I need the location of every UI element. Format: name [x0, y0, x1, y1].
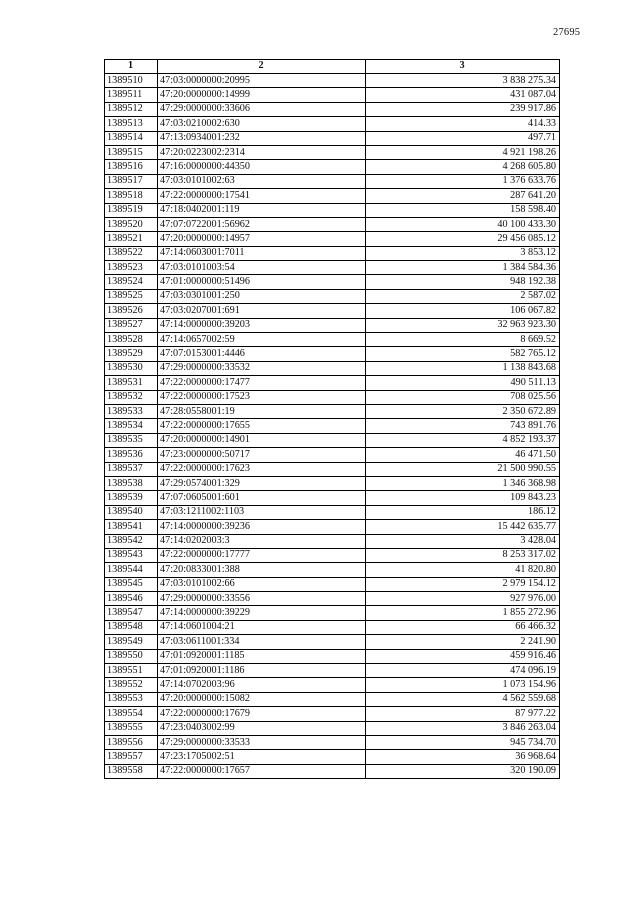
cadastral-number-cell: 47:20:0000000:14957 — [158, 232, 366, 246]
table-row — [105, 534, 560, 548]
value-cell: 708 025.56 — [366, 390, 560, 404]
row-number-cell: 1389547 — [105, 606, 158, 620]
table-row — [105, 145, 560, 159]
cadastral-number-cell: 47:14:0702003:96 — [158, 678, 366, 692]
cadastral-number-cell: 47:03:0207001:691 — [158, 304, 366, 318]
table-row — [105, 232, 560, 246]
cadastral-number-cell: 47:14:0202003:3 — [158, 534, 366, 548]
value-cell: 36 968.64 — [366, 750, 560, 764]
value-cell: 2 350 672.89 — [366, 404, 560, 418]
value-cell: 186.12 — [366, 505, 560, 519]
cadastral-number-cell: 47:14:0603001:7011 — [158, 246, 366, 260]
value-cell: 497.71 — [366, 131, 560, 145]
row-number-cell: 1389531 — [105, 376, 158, 390]
table-row — [105, 275, 560, 289]
cadastral-number-cell: 47:18:0402001:119 — [158, 203, 366, 217]
value-cell: 15 442 635.77 — [366, 520, 560, 534]
table-row — [105, 217, 560, 231]
table-row — [105, 318, 560, 332]
cadastral-number-cell: 47:01:0000000:51496 — [158, 275, 366, 289]
cadastral-number-cell: 47:23:0000000:50717 — [158, 448, 366, 462]
cadastral-number-cell: 47:28:0558001:19 — [158, 404, 366, 418]
table-row — [105, 649, 560, 663]
table-row — [105, 577, 560, 591]
row-number-cell: 1389558 — [105, 764, 158, 778]
cadastral-number-cell: 47:22:0000000:17477 — [158, 376, 366, 390]
cadastral-number-cell: 47:22:0000000:17541 — [158, 189, 366, 203]
value-cell: 474 096.19 — [366, 664, 560, 678]
row-number-cell: 1389517 — [105, 174, 158, 188]
value-cell: 582 765.12 — [366, 347, 560, 361]
cadastral-number-cell: 47:07:0153001:4446 — [158, 347, 366, 361]
cadastral-number-cell: 47:07:0605001:601 — [158, 491, 366, 505]
table-row — [105, 102, 560, 116]
row-number-cell: 1389555 — [105, 721, 158, 735]
row-number-cell: 1389554 — [105, 707, 158, 721]
cadastral-number-cell: 47:03:0101002:63 — [158, 174, 366, 188]
value-cell: 106 067.82 — [366, 304, 560, 318]
cadastral-number-cell: 47:20:0223002:2314 — [158, 145, 366, 159]
table-row — [105, 361, 560, 375]
row-number-cell: 1389524 — [105, 275, 158, 289]
table-row — [105, 735, 560, 749]
table-row — [105, 664, 560, 678]
column-header-2: 2 — [158, 60, 366, 74]
value-cell: 8 253 317.02 — [366, 548, 560, 562]
row-number-cell: 1389540 — [105, 505, 158, 519]
table-row — [105, 548, 560, 562]
value-cell: 1 376 633.76 — [366, 174, 560, 188]
page-number: 27695 — [553, 27, 581, 38]
row-number-cell: 1389513 — [105, 117, 158, 131]
table-row — [105, 131, 560, 145]
row-number-cell: 1389556 — [105, 735, 158, 749]
value-cell: 945 734.70 — [366, 735, 560, 749]
row-number-cell: 1389521 — [105, 232, 158, 246]
value-cell: 320 190.09 — [366, 764, 560, 778]
row-number-cell: 1389512 — [105, 102, 158, 116]
table-row — [105, 476, 560, 490]
value-cell: 109 843.23 — [366, 491, 560, 505]
row-number-cell: 1389510 — [105, 74, 158, 88]
table-row — [105, 448, 560, 462]
table-row — [105, 692, 560, 706]
column-header-1: 1 — [105, 60, 158, 74]
cadastral-number-cell: 47:20:0833001:388 — [158, 563, 366, 577]
value-cell: 21 500 990.55 — [366, 462, 560, 476]
cadastral-number-cell: 47:01:0920001:1186 — [158, 664, 366, 678]
value-cell: 2 241.90 — [366, 635, 560, 649]
row-number-cell: 1389525 — [105, 289, 158, 303]
row-number-cell: 1389543 — [105, 548, 158, 562]
value-cell: 1 073 154.96 — [366, 678, 560, 692]
cadastral-number-cell: 47:14:0000000:39229 — [158, 606, 366, 620]
row-number-cell: 1389515 — [105, 145, 158, 159]
cadastral-number-cell: 47:20:0000000:15082 — [158, 692, 366, 706]
table-row — [105, 304, 560, 318]
cadastral-number-cell: 47:22:0000000:17623 — [158, 462, 366, 476]
cadastral-number-cell: 47:03:0611001:334 — [158, 635, 366, 649]
table-header-row — [105, 60, 560, 74]
value-cell: 431 087.04 — [366, 88, 560, 102]
table-row — [105, 347, 560, 361]
row-number-cell: 1389549 — [105, 635, 158, 649]
value-cell: 4 562 559.68 — [366, 692, 560, 706]
row-number-cell: 1389553 — [105, 692, 158, 706]
value-cell: 41 820.80 — [366, 563, 560, 577]
cadastral-number-cell: 47:03:0000000:20995 — [158, 74, 366, 88]
cadastral-number-cell: 47:29:0000000:33556 — [158, 592, 366, 606]
table-row — [105, 261, 560, 275]
row-number-cell: 1389514 — [105, 131, 158, 145]
row-number-cell: 1389519 — [105, 203, 158, 217]
cadastral-number-cell: 47:03:0101003:54 — [158, 261, 366, 275]
value-cell: 3 428.04 — [366, 534, 560, 548]
cadastral-number-cell: 47:22:0000000:17679 — [158, 707, 366, 721]
row-number-cell: 1389511 — [105, 88, 158, 102]
row-number-cell: 1389544 — [105, 563, 158, 577]
cadastral-number-cell: 47:03:0210002:630 — [158, 117, 366, 131]
row-number-cell: 1389532 — [105, 390, 158, 404]
cadastral-number-cell: 47:14:0601004:21 — [158, 620, 366, 634]
value-cell: 287 641.20 — [366, 189, 560, 203]
table-row — [105, 707, 560, 721]
value-cell: 1 384 584.36 — [366, 261, 560, 275]
value-cell: 1 855 272.96 — [366, 606, 560, 620]
cadastral-number-cell: 47:22:0000000:17657 — [158, 764, 366, 778]
value-cell: 4 921 198.26 — [366, 145, 560, 159]
cadastral-number-cell: 47:01:0920001:1185 — [158, 649, 366, 663]
table-row — [105, 74, 560, 88]
value-cell: 3 853.12 — [366, 246, 560, 260]
table-row — [105, 433, 560, 447]
value-cell: 948 192.38 — [366, 275, 560, 289]
value-cell: 8 669.52 — [366, 333, 560, 347]
row-number-cell: 1389557 — [105, 750, 158, 764]
row-number-cell: 1389542 — [105, 534, 158, 548]
value-cell: 29 456 085.12 — [366, 232, 560, 246]
value-cell: 4 268 605.80 — [366, 160, 560, 174]
row-number-cell: 1389539 — [105, 491, 158, 505]
row-number-cell: 1389537 — [105, 462, 158, 476]
row-number-cell: 1389528 — [105, 333, 158, 347]
value-cell: 32 963 923.30 — [366, 318, 560, 332]
row-number-cell: 1389548 — [105, 620, 158, 634]
cadastral-value-table — [104, 59, 560, 779]
row-number-cell: 1389529 — [105, 347, 158, 361]
cadastral-number-cell: 47:14:0657002:59 — [158, 333, 366, 347]
cadastral-number-cell: 47:22:0000000:17655 — [158, 419, 366, 433]
table-row — [105, 174, 560, 188]
value-cell: 1 138 843.68 — [366, 361, 560, 375]
table-row — [105, 246, 560, 260]
value-cell: 1 346 368.98 — [366, 476, 560, 490]
value-cell: 40 100 433.30 — [366, 217, 560, 231]
table-row — [105, 289, 560, 303]
table-row — [105, 721, 560, 735]
table-row — [105, 491, 560, 505]
value-cell: 87 977.22 — [366, 707, 560, 721]
table-row — [105, 620, 560, 634]
cadastral-number-cell: 47:16:0000000:44350 — [158, 160, 366, 174]
row-number-cell: 1389545 — [105, 577, 158, 591]
table-row — [105, 764, 560, 778]
table-row — [105, 88, 560, 102]
table-row — [105, 203, 560, 217]
cadastral-number-cell: 47:23:1705002:51 — [158, 750, 366, 764]
cadastral-number-cell: 47:29:0574001:329 — [158, 476, 366, 490]
cadastral-number-cell: 47:20:0000000:14901 — [158, 433, 366, 447]
cadastral-number-cell: 47:29:0000000:33533 — [158, 735, 366, 749]
cadastral-number-cell: 47:07:0722001:56962 — [158, 217, 366, 231]
row-number-cell: 1389533 — [105, 404, 158, 418]
cadastral-number-cell: 47:03:0101002:66 — [158, 577, 366, 591]
table-body — [105, 74, 560, 779]
table-row — [105, 592, 560, 606]
table-row — [105, 462, 560, 476]
row-number-cell: 1389541 — [105, 520, 158, 534]
value-cell: 414.33 — [366, 117, 560, 131]
cadastral-number-cell: 47:22:0000000:17523 — [158, 390, 366, 404]
row-number-cell: 1389552 — [105, 678, 158, 692]
value-cell: 459 916.46 — [366, 649, 560, 663]
table-row — [105, 563, 560, 577]
value-cell: 3 838 275.34 — [366, 74, 560, 88]
row-number-cell: 1389536 — [105, 448, 158, 462]
cadastral-number-cell: 47:14:0000000:39236 — [158, 520, 366, 534]
row-number-cell: 1389538 — [105, 476, 158, 490]
cadastral-number-cell: 47:22:0000000:17777 — [158, 548, 366, 562]
cadastral-number-cell: 47:03:0301001:250 — [158, 289, 366, 303]
table-row — [105, 160, 560, 174]
row-number-cell: 1389530 — [105, 361, 158, 375]
value-cell: 490 511.13 — [366, 376, 560, 390]
value-cell: 3 846 263.04 — [366, 721, 560, 735]
row-number-cell: 1389546 — [105, 592, 158, 606]
cadastral-number-cell: 47:13:0934001:232 — [158, 131, 366, 145]
table-row — [105, 117, 560, 131]
cadastral-number-cell: 47:29:0000000:33606 — [158, 102, 366, 116]
row-number-cell: 1389527 — [105, 318, 158, 332]
table-row — [105, 419, 560, 433]
row-number-cell: 1389516 — [105, 160, 158, 174]
value-cell: 4 852 193.37 — [366, 433, 560, 447]
cadastral-number-cell: 47:03:1211002:1103 — [158, 505, 366, 519]
table-row — [105, 750, 560, 764]
row-number-cell: 1389551 — [105, 664, 158, 678]
table-row — [105, 635, 560, 649]
table-row — [105, 606, 560, 620]
row-number-cell: 1389534 — [105, 419, 158, 433]
table-row — [105, 505, 560, 519]
table-row — [105, 390, 560, 404]
row-number-cell: 1389526 — [105, 304, 158, 318]
row-number-cell: 1389520 — [105, 217, 158, 231]
cadastral-number-cell: 47:23:0403002:99 — [158, 721, 366, 735]
cadastral-number-cell: 47:29:0000000:33532 — [158, 361, 366, 375]
cadastral-number-cell: 47:14:0000000:39203 — [158, 318, 366, 332]
table-row — [105, 189, 560, 203]
table-row — [105, 333, 560, 347]
value-cell: 46 471.50 — [366, 448, 560, 462]
row-number-cell: 1389523 — [105, 261, 158, 275]
table-row — [105, 520, 560, 534]
cadastral-number-cell: 47:20:0000000:14999 — [158, 88, 366, 102]
value-cell: 2 587.02 — [366, 289, 560, 303]
value-cell: 2 979 154.12 — [366, 577, 560, 591]
value-cell: 743 891.76 — [366, 419, 560, 433]
row-number-cell: 1389518 — [105, 189, 158, 203]
table-row — [105, 404, 560, 418]
table-row — [105, 678, 560, 692]
row-number-cell: 1389550 — [105, 649, 158, 663]
column-header-3: 3 — [366, 60, 560, 74]
row-number-cell: 1389522 — [105, 246, 158, 260]
table-row — [105, 376, 560, 390]
value-cell: 158 598.40 — [366, 203, 560, 217]
value-cell: 66 466.32 — [366, 620, 560, 634]
value-cell: 239 917.86 — [366, 102, 560, 116]
row-number-cell: 1389535 — [105, 433, 158, 447]
value-cell: 927 976.00 — [366, 592, 560, 606]
